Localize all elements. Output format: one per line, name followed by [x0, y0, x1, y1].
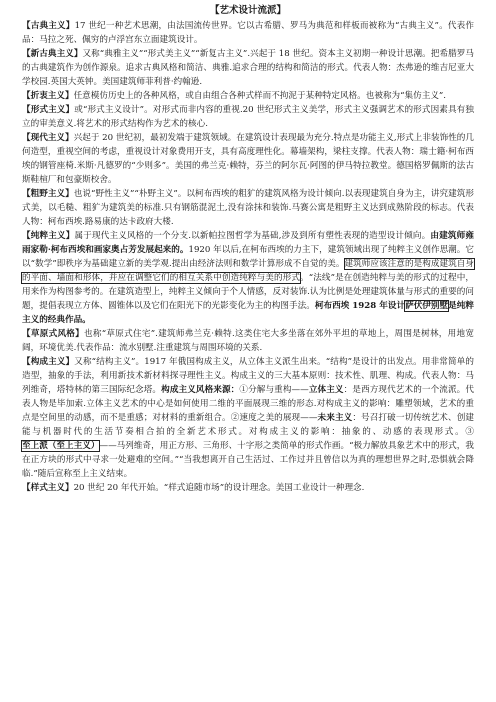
paragraph-text: 属于现代主义风格的一个分支.以新帕拉图哲学为基础,涉及到所有塑性表现的造型设计倾向。 [74, 231, 431, 241]
paragraph-classicism [22, 19, 474, 47]
term-label: 【古典主义】 [22, 21, 75, 31]
document-title: 【艺术设计流派】 [209, 5, 286, 16]
paragraph-text: 或“形式主义设计”。对形式而非内容的重视.20 世纪形式主义美学，形式主义强调艺术的形式因素具有独立的审美意义.将艺术的形式结构作为艺术的核心. [22, 105, 474, 129]
boxed-emphasis-text: 至上派（至上主义） [22, 441, 100, 451]
term-label: 【新古典主义】 [22, 49, 83, 59]
paragraph-text: 。“法线”是在创造纯粹与美的形式的过程中，用来作为构图参考的。在建筑造型上，纯粹主义倾向于个人情感，反对装饰.认为比例是处理建筑体量与形式的重要的问题，提倡表现立方体、圆锥体以及它们在阳光下的光影变化为主的构图手法。 [22, 273, 474, 311]
term-label: 【样式主义】 [22, 483, 74, 493]
paragraph-purism [22, 229, 474, 327]
paragraph-text: ：是西方现代艺术的一个流派。代表人物是毕加索.立体主义艺术的中心是如何使用二维的平面展现三维的形态.对构成主义的影响：雕塑领域，艺术的重点是空间里的动感，而不是重感；对材料的重新组合。②速度之美的展现—— [22, 385, 474, 423]
term-label: 【构成主义】 [22, 357, 75, 367]
paragraph-formalism [22, 103, 474, 131]
paragraph-styling [22, 481, 474, 495]
term-label: 【草原式风格】 [22, 329, 85, 339]
paragraph-text: 任意模仿历史上的各种风格，或自由组合各种式样而不拘泥于某种特定风格。也被称为“集仿主义”. [73, 91, 447, 101]
paragraph-text: 20 世纪 20 年代开始。“样式追随市场”的设计理念。美国工业设计一种理念. [73, 483, 365, 493]
paragraph-modernism [22, 131, 474, 187]
emphasis-text: 由建筑师雍雨家勒·柯布西埃和画家奥占芳发展起来的。 [22, 231, 474, 255]
term-label: 【粗野主义】 [22, 189, 74, 199]
paragraph-text: ①分解与重构—— [239, 385, 309, 395]
paragraph-eclecticism [22, 89, 474, 103]
term-label: 【纯粹主义】 [22, 231, 75, 241]
emphasis-text: 立体主义 [308, 385, 344, 395]
boxed-emphasis-text: 萨伏伊别墅 [405, 301, 449, 311]
paragraph-constructivism [22, 355, 474, 481]
paragraph-text: 又称“结构主义”。1917 年俄国构成主义，从立体主义派生出来。“结构”是设计的出发点。用非常简单的造型，抽象的手法，利用新技术新材料探寻理性主义。构成主义的三大基本原则：技术性、肌理、构成。代表人物：马列维奇，塔特林的第三国际纪念塔。 [22, 357, 474, 395]
paragraph-text: 也说“野性主义”“朴野主义”。以柯布西埃的粗犷的建筑风格为设计倾向.以表现建筑自身为主，讲究建筑形式美，以毛糙、粗犷为建筑美的标准.只有钢筋混泥土,没有涂抹和装饰.马赛公寓是粗野主义达到成熟阶段的标志。代表人物：柯布西埃.路易康的达卡政府大楼. [22, 189, 474, 227]
paragraph-text: 又称“典雅主义”“形式美主义”“新复古主义”.兴起于 18 世纪。资本主义初期一种设计思潮。把希腊罗马的古典建筑作为创作源泉。追求古典风格和简洁、典雅.追求合理的结构和简洁的形式。代表人物：杰弗逊的维吉尼亚大学校园.英国大英钟。美国建筑师菲利普·约翰逊. [22, 49, 474, 87]
paragraph-text: 也称“草原式住宅”.建筑师弗兰克·赖特.这类住宅大多坐落在郊外平坦的草地上，周围是树林，用地宽阔，环境优美.代表作品：流水别墅.注重建筑与周围环境的关系. [22, 329, 474, 353]
emphasis-text: 未来主义 [317, 413, 353, 423]
term-label: 【折衷主义】 [22, 91, 74, 101]
paragraph-neoclassicism [22, 47, 474, 89]
paragraph-text: 1920 年以后,在柯布西埃的力主下，建筑领域出现了纯粹主义创作思潮。它以“数学”即秩序为基础建立新的美学观.提出由经济法则和数学计算形成不自觉的美。 [22, 245, 474, 269]
paragraph-prairie [22, 327, 474, 355]
paragraph-text: 兴起于 20 世纪初，最初发端于建筑领域。在建筑设计表现最为充分.特点是功能主义,形式上非装饰性的几何造型，重视空间的考虑，重视设计对象费用开支，具有高度理性化。幕墙架构，梁柱支撑。代表人物：瑞士籍·柯布西埃的钢管座椅.米斯·凡德罗的“少则多”。美国的弗兰克·赖特，芬兰的阿尔瓦·阿图的伊马特拉教堂。德国格罗佩斯的法古斯鞋楦厂和包豪斯校舍。 [22, 133, 474, 185]
emphasis-text: 构成主义风格来源： [161, 385, 240, 395]
paragraph-text: ：号召打破一切传统艺术、创建能与机器时代的生活节奏相合拍的全新艺术形式。对构成主义的影响：抽象的、动感的表现形式。③ [22, 413, 474, 437]
emphasis-text: 柯布西埃 1928 年设计 [314, 301, 406, 311]
emphasis-text: 是纯粹主义的经典作品。 [22, 301, 474, 325]
paragraph-brutalism [22, 187, 474, 229]
term-label: 【现代主义】 [22, 133, 74, 143]
paragraph-text: ——马列维奇，用正方形、三角形、十字形之类简单的形式作画。“极力解放具象艺术中的形式，我在正方块的形式中寻求一处避难的空间。”“当我想离开自己生活过、工作过并且曾信以为真的理想世界之时,恐惧就会降临.”随后宣称至上主义结束。 [22, 441, 474, 479]
term-label: 【形式主义】 [22, 105, 75, 115]
paragraph-text: 17 世纪一种艺术思潮，由法国流传世界。它以古希腊、罗马为典范和样板而被称为“古典主义”。代表作品：马拉之死、佩穷的卢浮宫东立面建筑设计。 [22, 21, 474, 45]
boxed-text: 建筑师应该注意的是构成建筑自身的平面、墙面和形体，并应在调整它们的相互关系中创造纯粹与美的形式 [22, 259, 474, 283]
